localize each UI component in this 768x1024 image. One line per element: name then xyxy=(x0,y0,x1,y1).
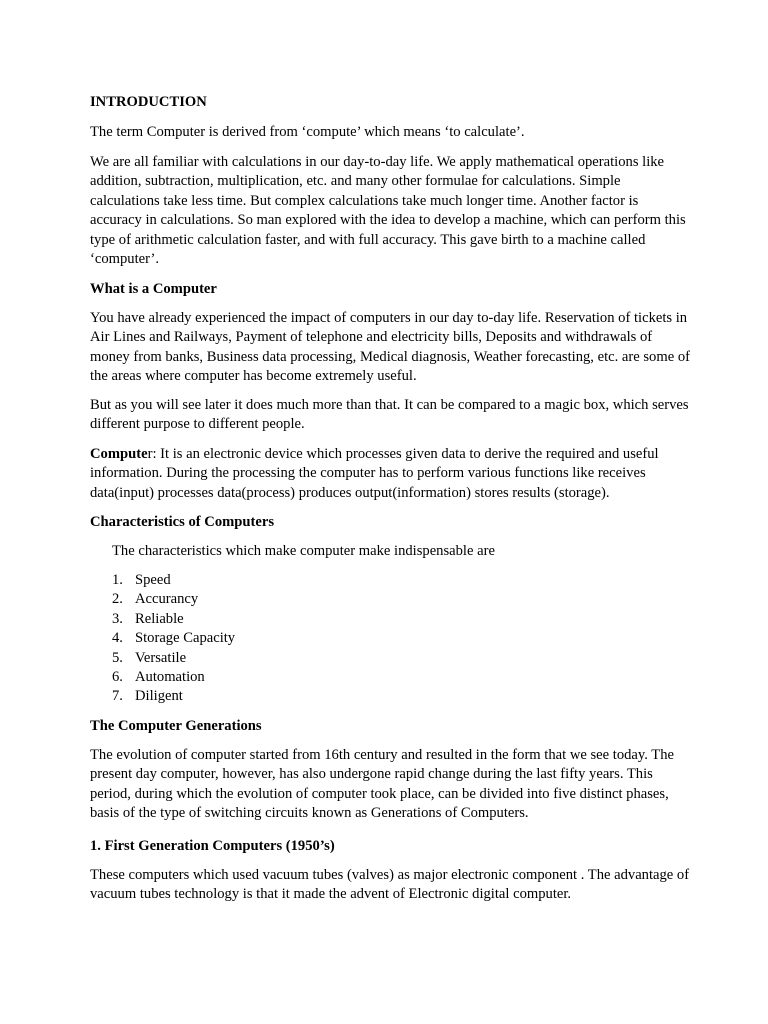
definition-text: r: It is an electronic device which processes given data to derive the required and useful information. During the processing the computer has to perform various functions like receives data(input) processes data(process) produces output(information) stores results (storage). xyxy=(90,446,659,501)
characteristics-intro: The characteristics which make computer make indispensable are xyxy=(112,543,495,559)
list-item: 6. Automation xyxy=(112,668,205,685)
first-generation-heading: 1. First Generation Computers (1950’s) xyxy=(90,838,335,854)
what-paragraph-1: You have already experienced the impact of computers in our day to-day life. Reservation of tickets in Air Lines and Railways, Payment of telephone and electricity bills, Deposits and withdrawals of money from banks, Business data processing, Medical diagnosis, Weather forecasting, etc. are some of the areas where computer has become extremely useful. xyxy=(90,310,690,385)
characteristics-heading: Characteristics of Computers xyxy=(90,514,274,530)
generations-heading: The Computer Generations xyxy=(90,718,262,734)
definition-term: Compute xyxy=(90,446,148,462)
computer-definition xyxy=(90,445,690,503)
list-item: 5. Versatile xyxy=(112,649,187,666)
list-item: 2. Accurancy xyxy=(112,591,199,608)
generations-paragraph: The evolution of computer started from 16th century and resulted in the form that we see today. The present day computer, however, has also undergone rapid change during the last fifty years. This period, during which the evolution of computer took place, can be divided into five distinct phases, basis of the type of switching circuits known as Generations of Computers. xyxy=(90,747,674,822)
list-item: 7. Diligent xyxy=(112,688,183,705)
list-item: 1. Speed xyxy=(112,572,171,588)
intro-paragraph-1: The term Computer is derived from ‘compute’ which means ‘to calculate’. xyxy=(90,124,525,140)
intro-heading: INTRODUCTION xyxy=(90,94,207,110)
what-paragraph-2: But as you will see later it does much more than that. It can be compared to a magic box, which serves different purpose to different people. xyxy=(90,397,689,433)
first-generation-paragraph: These computers which used vacuum tubes (valves) as major electronic component . The advantage of vacuum tubes technology is that it made the advent of Electronic digital computer. xyxy=(90,867,690,903)
list-item: 4. Storage Capacity xyxy=(112,630,236,647)
intro-paragraph-2: We are all familiar with calculations in our day-to-day life. We apply mathematical operations like addition, subtraction, multiplication, etc. and many other formulae for calculations. Simple calculations take less time. But complex calculations take much longer time. Another factor is accuracy in calculations. So man explored with the idea to develop a machine, which can perform this type of arithmetic calculation faster, and with full accuracy. This gave birth to a machine called ‘computer’. xyxy=(90,154,686,268)
list-item: 3. Reliable xyxy=(112,610,184,627)
characteristics-list xyxy=(112,571,235,707)
what-heading: What is a Computer xyxy=(90,281,217,297)
